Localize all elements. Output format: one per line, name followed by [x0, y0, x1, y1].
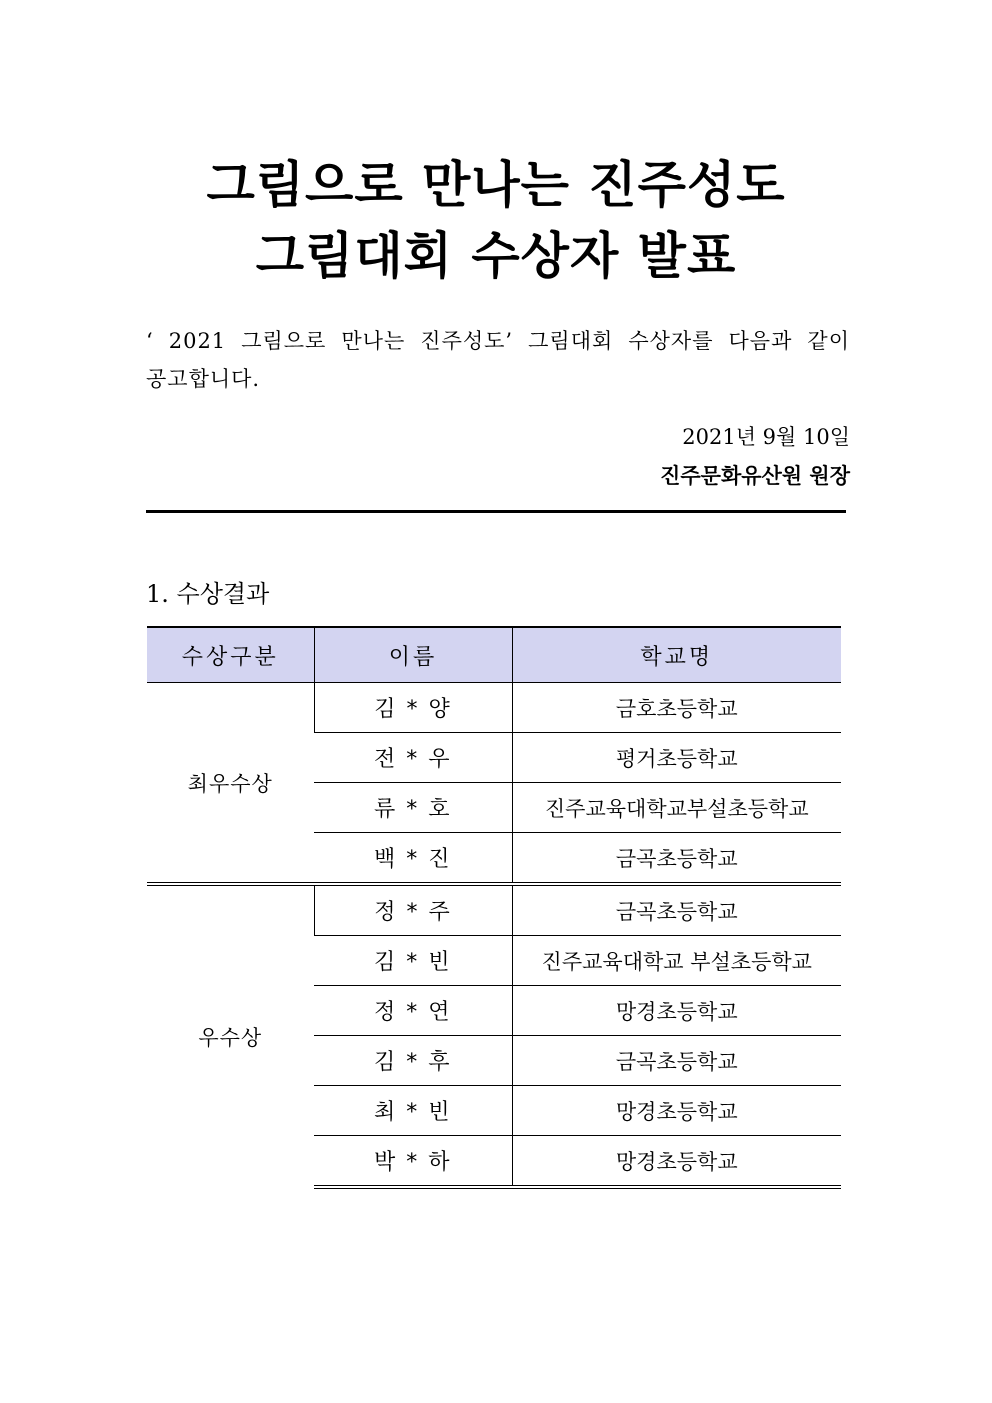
school-name: 금곡초등학교: [512, 1036, 841, 1086]
school-name: 망경초등학교: [512, 1136, 841, 1188]
school-name: 진주교육대학교부설초등학교: [512, 783, 841, 833]
divider-rule: [146, 510, 846, 513]
header-school: 학교명: [512, 627, 841, 683]
school-name: 진주교육대학교 부설초등학교: [512, 936, 841, 986]
school-name: 망경초등학교: [512, 986, 841, 1036]
winner-name: 백 * 진: [314, 833, 512, 885]
school-name: 망경초등학교: [512, 1086, 841, 1136]
page-subtitle: 그림대회 수상자 발표: [255, 227, 737, 285]
school-name: 평거초등학교: [512, 733, 841, 783]
school-name: 금호초등학교: [512, 683, 841, 733]
intro-paragraph: ‘ 2021 그림으로 만나는 진주성도’ 그림대회 수상자를 다음과 같이 공고합니다.: [146, 329, 850, 391]
school-name: 금곡초등학교: [512, 833, 841, 885]
header-name: 이름: [314, 627, 512, 683]
announcement-date: 2021년 9월 10일: [682, 425, 850, 449]
winner-name: 박 * 하: [314, 1136, 512, 1188]
category-cell: 최우수상: [147, 683, 314, 885]
issuer-name: 진주문화유산원 원장: [660, 463, 850, 488]
table-header-row: [147, 627, 841, 683]
winner-name: 정 * 주: [314, 884, 512, 936]
school-name: 금곡초등학교: [512, 884, 841, 936]
winner-name: 전 * 우: [314, 733, 512, 783]
awards-table: [147, 626, 841, 1189]
winner-name: 김 * 양: [314, 683, 512, 733]
winner-name: 최 * 빈: [314, 1086, 512, 1136]
winner-name: 김 * 빈: [314, 936, 512, 986]
winner-name: 정 * 연: [314, 986, 512, 1036]
winner-name: 김 * 후: [314, 1036, 512, 1086]
header-category: 수상구분: [147, 627, 314, 683]
table-row: [147, 884, 841, 936]
section-heading: 1. 수상결과: [146, 580, 270, 608]
table-row: [147, 683, 841, 733]
page-title: 그림으로 만나는 진주성도: [206, 156, 786, 214]
category-cell: 우수상: [147, 884, 314, 1187]
winner-name: 류 * 호: [314, 783, 512, 833]
